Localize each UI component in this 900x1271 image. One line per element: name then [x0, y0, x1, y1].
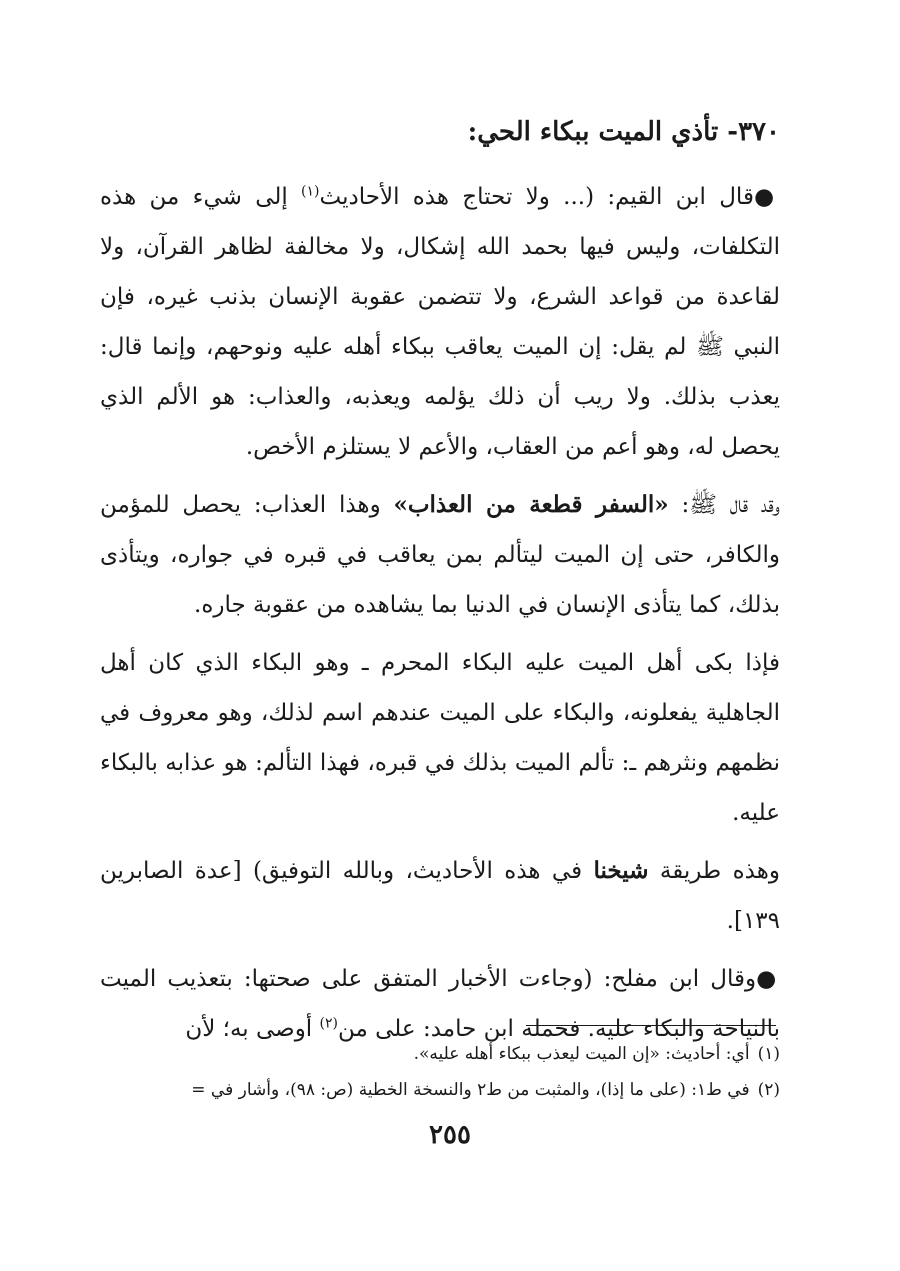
footnotes	[100, 1036, 780, 1108]
bullet-icon: ●	[756, 965, 780, 992]
paragraph-ibn-qayyim	[100, 172, 780, 472]
footnote-1	[100, 1036, 780, 1072]
paragraph-weeping: فإذا بكى أهل الميت عليه البكاء المحرم ـ وهو البكاء الذي كان أهل الجاهلية يفعلونه، والبكاء على الميت عندهم اسم لذلك، وهو معروف في نظمهم ونثرهم ـ: تألم الميت بذلك في قبره، فهذا التألم: هو عذابه بالبكاء عليه.	[100, 650, 780, 826]
section-heading: ٣٧٠- تأذي الميت ببكاء الحي:	[467, 117, 780, 147]
p5-text-b: أوصى به؛ لأن	[185, 1016, 320, 1042]
p1-text-a: قال ابن القيم: (... ولا تحتاج هذه الأحاديث	[319, 184, 754, 210]
footnote-divider	[526, 1025, 776, 1026]
page-body	[100, 110, 780, 1062]
bullet-icon: ●	[753, 183, 780, 210]
p2-hadith-quote: «السفر قطعة من العذاب»	[393, 491, 669, 518]
footnote-2-text: في ط١: (على ما إذا)، والمثبت من ط٢ والنسخة الخطية (ص: ٩٨)، وأشار في =	[191, 1080, 750, 1100]
footnote-2	[100, 1072, 780, 1108]
page-number: ٢٥٥	[429, 1120, 471, 1150]
p2-text-a: وقد قال ﷺ:	[668, 492, 780, 518]
footnote-1-number: (١)	[757, 1044, 780, 1064]
paragraph-hadith-travel	[100, 480, 780, 630]
paragraph-method	[100, 846, 780, 946]
p4-text-a: وهذه طريقة	[648, 858, 780, 884]
footnote-1-text: أي: أحاديث: «إن الميت ليعذب ببكاء أهله عليه».	[413, 1044, 750, 1064]
p5-text-a: وقال ابن مفلح: (وجاءت الأخبار المتفق على صحتها: بتعذيب الميت بالنياحة والبكاء عليه. فحمله ابن حامد: على من	[100, 966, 780, 1042]
p4-shaykh: شيخنا	[593, 857, 649, 884]
p4-text-b: في هذه الأحاديث، وبالله التوفيق) [عدة الصابرين ١٣٩].	[100, 858, 780, 934]
p2-text-b: وهذا العذاب: يحصل للمؤمن والكافر، حتى إن الميت ليتألم بمن يعاقب في قبره في جواره، ويتأذى بذلك، كما يتأذى الإنسان في الدنيا بما يشاهده من عقوبة جاره.	[100, 492, 780, 618]
footnote-ref-1: (١)	[301, 183, 320, 200]
footnote-2-number: (٢)	[757, 1080, 780, 1100]
p1-text-b: إلى شيء من هذه التكلفات، وليس فيها بحمد الله إشكال، ولا مخالفة لظاهر القرآن، ولا لقاعدة من قواعد الشرع، ولا تتضمن عقوبة الإنسان بذنب غيره، فإن النبي ﷺ لم يقل: إن الميت يعاقب ببكاء أهله عليه ونوحهم، وإنما قال: يعذب بذلك. ولا ريب أن ذلك يؤلمه ويعذبه، والعذاب: هو الألم الذي يحصل له، وهو أعم من العقاب، والأعم لا يستلزم الأخص.	[100, 184, 780, 460]
footnote-ref-2: (٢)	[319, 1015, 338, 1032]
